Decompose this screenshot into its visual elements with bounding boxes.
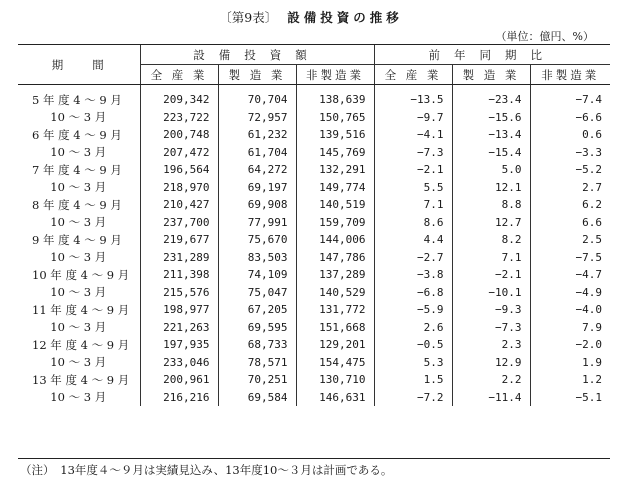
value-cell: 8.8 xyxy=(452,196,530,214)
value-cell: 7.9 xyxy=(530,319,610,337)
table-row xyxy=(18,231,610,249)
value-cell: 198,977 xyxy=(140,301,218,319)
value-cell: 83,503 xyxy=(218,249,296,267)
table-row xyxy=(18,389,610,407)
period-cell: 10 年 度 4 ～ 9 月 xyxy=(32,267,130,282)
value-cell: −7.3 xyxy=(374,144,452,162)
value-cell: 7.1 xyxy=(374,196,452,214)
value-cell: 64,272 xyxy=(218,161,296,179)
value-cell: 75,670 xyxy=(218,231,296,249)
value-cell: 233,046 xyxy=(140,354,218,372)
value-cell: 8.6 xyxy=(374,214,452,232)
table-number: 〔第9表〕 xyxy=(219,10,278,25)
value-cell: 132,291 xyxy=(296,161,374,179)
value-cell: 75,047 xyxy=(218,284,296,302)
value-cell: 200,748 xyxy=(140,126,218,144)
value-cell: 1.2 xyxy=(530,371,610,389)
value-cell: 216,216 xyxy=(140,389,218,407)
period-cell: 10 ～ 3 月 xyxy=(32,320,107,335)
value-cell: −6.8 xyxy=(374,284,452,302)
value-cell: 69,908 xyxy=(218,196,296,214)
value-cell: 70,704 xyxy=(218,85,296,109)
value-cell: 77,991 xyxy=(218,214,296,232)
table-body xyxy=(18,85,610,407)
col-non-manufacturing-yoy: 非製造業 xyxy=(530,65,610,85)
value-cell: 2.2 xyxy=(452,371,530,389)
value-cell: 74,109 xyxy=(218,266,296,284)
value-cell: −5.2 xyxy=(530,161,610,179)
value-cell: −0.5 xyxy=(374,336,452,354)
value-cell: −6.6 xyxy=(530,109,610,127)
value-cell: 72,957 xyxy=(218,109,296,127)
value-cell: 7.1 xyxy=(452,249,530,267)
value-cell: 196,564 xyxy=(140,161,218,179)
value-cell: −4.9 xyxy=(530,284,610,302)
value-cell: −7.3 xyxy=(452,319,530,337)
value-cell: 12.7 xyxy=(452,214,530,232)
col-manufacturing: 製 造 業 xyxy=(218,65,296,85)
value-cell: 5.0 xyxy=(452,161,530,179)
period-cell: 6 年 度 4 ～ 9 月 xyxy=(32,127,122,142)
value-cell: −4.7 xyxy=(530,266,610,284)
table-row xyxy=(18,85,610,109)
value-cell: 4.4 xyxy=(374,231,452,249)
value-cell: 211,398 xyxy=(140,266,218,284)
table-row xyxy=(18,371,610,389)
value-cell: 231,289 xyxy=(140,249,218,267)
value-cell: 0.6 xyxy=(530,126,610,144)
period-cell: 10 ～ 3 月 xyxy=(32,285,107,300)
value-cell: 140,519 xyxy=(296,196,374,214)
value-cell: 61,704 xyxy=(218,144,296,162)
value-cell: −13.5 xyxy=(374,85,452,109)
value-cell: 237,700 xyxy=(140,214,218,232)
table-row xyxy=(18,179,610,197)
yoy-change-header: 前年同期比 xyxy=(374,45,610,65)
value-cell: −7.5 xyxy=(530,249,610,267)
period-cell: 10 ～ 3 月 xyxy=(32,110,107,125)
value-cell: 223,722 xyxy=(140,109,218,127)
period-cell: 12 年 度 4 ～ 9 月 xyxy=(32,337,130,352)
table-row xyxy=(18,336,610,354)
value-cell: 2.7 xyxy=(530,179,610,197)
period-cell: 5 年 度 4 ～ 9 月 xyxy=(32,92,122,107)
value-cell: 130,710 xyxy=(296,371,374,389)
value-cell: 149,774 xyxy=(296,179,374,197)
period-cell: 13 年 度 4 ～ 9 月 xyxy=(32,372,130,387)
value-cell: −3.8 xyxy=(374,266,452,284)
value-cell: −7.2 xyxy=(374,389,452,407)
period-cell: 11 年 度 4 ～ 9 月 xyxy=(32,302,130,317)
col-non-manufacturing: 非製造業 xyxy=(296,65,374,85)
period-cell: 10 ～ 3 月 xyxy=(32,145,107,160)
value-cell: −9.7 xyxy=(374,109,452,127)
table-row xyxy=(18,161,610,179)
value-cell: 67,205 xyxy=(218,301,296,319)
value-cell: −3.3 xyxy=(530,144,610,162)
value-cell: 144,006 xyxy=(296,231,374,249)
value-cell: 70,251 xyxy=(218,371,296,389)
value-cell: −15.4 xyxy=(452,144,530,162)
unit-label: （単位：億円、%） xyxy=(495,30,594,43)
value-cell: −4.0 xyxy=(530,301,610,319)
period-header: 期 間 xyxy=(18,45,140,85)
value-cell: 210,427 xyxy=(140,196,218,214)
value-cell: 154,475 xyxy=(296,354,374,372)
value-cell: −2.0 xyxy=(530,336,610,354)
value-cell: −2.1 xyxy=(374,161,452,179)
table-row xyxy=(18,214,610,232)
value-cell: 219,677 xyxy=(140,231,218,249)
period-cell: 10 ～ 3 月 xyxy=(32,390,107,405)
value-cell: 146,631 xyxy=(296,389,374,407)
value-cell: 137,289 xyxy=(296,266,374,284)
period-cell: 10 ～ 3 月 xyxy=(32,250,107,265)
value-cell: 69,197 xyxy=(218,179,296,197)
value-cell: 218,970 xyxy=(140,179,218,197)
investment-amount-header: 設備投資額 xyxy=(140,45,374,65)
value-cell: 12.9 xyxy=(452,354,530,372)
period-cell: 8 年 度 4 ～ 9 月 xyxy=(32,197,122,212)
table-row xyxy=(18,319,610,337)
col-manufacturing-yoy: 製 造 業 xyxy=(452,65,530,85)
value-cell: 221,263 xyxy=(140,319,218,337)
value-cell: 140,529 xyxy=(296,284,374,302)
investment-table xyxy=(18,45,610,406)
value-cell: 68,733 xyxy=(218,336,296,354)
value-cell: 61,232 xyxy=(218,126,296,144)
value-cell: 5.5 xyxy=(374,179,452,197)
value-cell: 150,765 xyxy=(296,109,374,127)
value-cell: 78,571 xyxy=(218,354,296,372)
table-row xyxy=(18,266,610,284)
value-cell: 1.9 xyxy=(530,354,610,372)
value-cell: −10.1 xyxy=(452,284,530,302)
value-cell: 145,769 xyxy=(296,144,374,162)
value-cell: −2.7 xyxy=(374,249,452,267)
table-row xyxy=(18,301,610,319)
value-cell: 197,935 xyxy=(140,336,218,354)
value-cell: 200,961 xyxy=(140,371,218,389)
value-cell: −13.4 xyxy=(452,126,530,144)
table-row xyxy=(18,196,610,214)
footnote: （注） 13年度４～９月は実績見込み、13年度10～３月は計画である。 xyxy=(20,463,393,477)
value-cell: 5.3 xyxy=(374,354,452,372)
value-cell: 12.1 xyxy=(452,179,530,197)
period-cell: 9 年 度 4 ～ 9 月 xyxy=(32,232,122,247)
table-heading: 設備投資の推移 xyxy=(287,10,403,25)
value-cell: 138,639 xyxy=(296,85,374,109)
value-cell: 69,595 xyxy=(218,319,296,337)
value-cell: −7.4 xyxy=(530,85,610,109)
period-cell: 10 ～ 3 月 xyxy=(32,180,107,195)
value-cell: −4.1 xyxy=(374,126,452,144)
value-cell: 6.2 xyxy=(530,196,610,214)
value-cell: −23.4 xyxy=(452,85,530,109)
table-row xyxy=(18,284,610,302)
value-cell: 8.2 xyxy=(452,231,530,249)
value-cell: 209,342 xyxy=(140,85,218,109)
value-cell: −11.4 xyxy=(452,389,530,407)
value-cell: 2.3 xyxy=(452,336,530,354)
value-cell: −9.3 xyxy=(452,301,530,319)
table-title xyxy=(0,8,622,26)
value-cell: 131,772 xyxy=(296,301,374,319)
value-cell: −2.1 xyxy=(452,266,530,284)
value-cell: −15.6 xyxy=(452,109,530,127)
period-cell: 10 ～ 3 月 xyxy=(32,215,107,230)
period-cell: 10 ～ 3 月 xyxy=(32,355,107,370)
value-cell: 151,668 xyxy=(296,319,374,337)
value-cell: 215,576 xyxy=(140,284,218,302)
value-cell: 69,584 xyxy=(218,389,296,407)
value-cell: 6.6 xyxy=(530,214,610,232)
col-all-industries: 全 産 業 xyxy=(140,65,218,85)
col-all-industries-yoy: 全 産 業 xyxy=(374,65,452,85)
table-row xyxy=(18,109,610,127)
value-cell: 139,516 xyxy=(296,126,374,144)
value-cell: 147,786 xyxy=(296,249,374,267)
table-row xyxy=(18,249,610,267)
value-cell: 2.6 xyxy=(374,319,452,337)
value-cell: −5.9 xyxy=(374,301,452,319)
period-cell: 7 年 度 4 ～ 9 月 xyxy=(32,162,122,177)
value-cell: 159,709 xyxy=(296,214,374,232)
table-row xyxy=(18,144,610,162)
value-cell: 2.5 xyxy=(530,231,610,249)
value-cell: 207,472 xyxy=(140,144,218,162)
table-row xyxy=(18,126,610,144)
value-cell: −5.1 xyxy=(530,389,610,407)
value-cell: 129,201 xyxy=(296,336,374,354)
value-cell: 1.5 xyxy=(374,371,452,389)
table-row xyxy=(18,354,610,372)
